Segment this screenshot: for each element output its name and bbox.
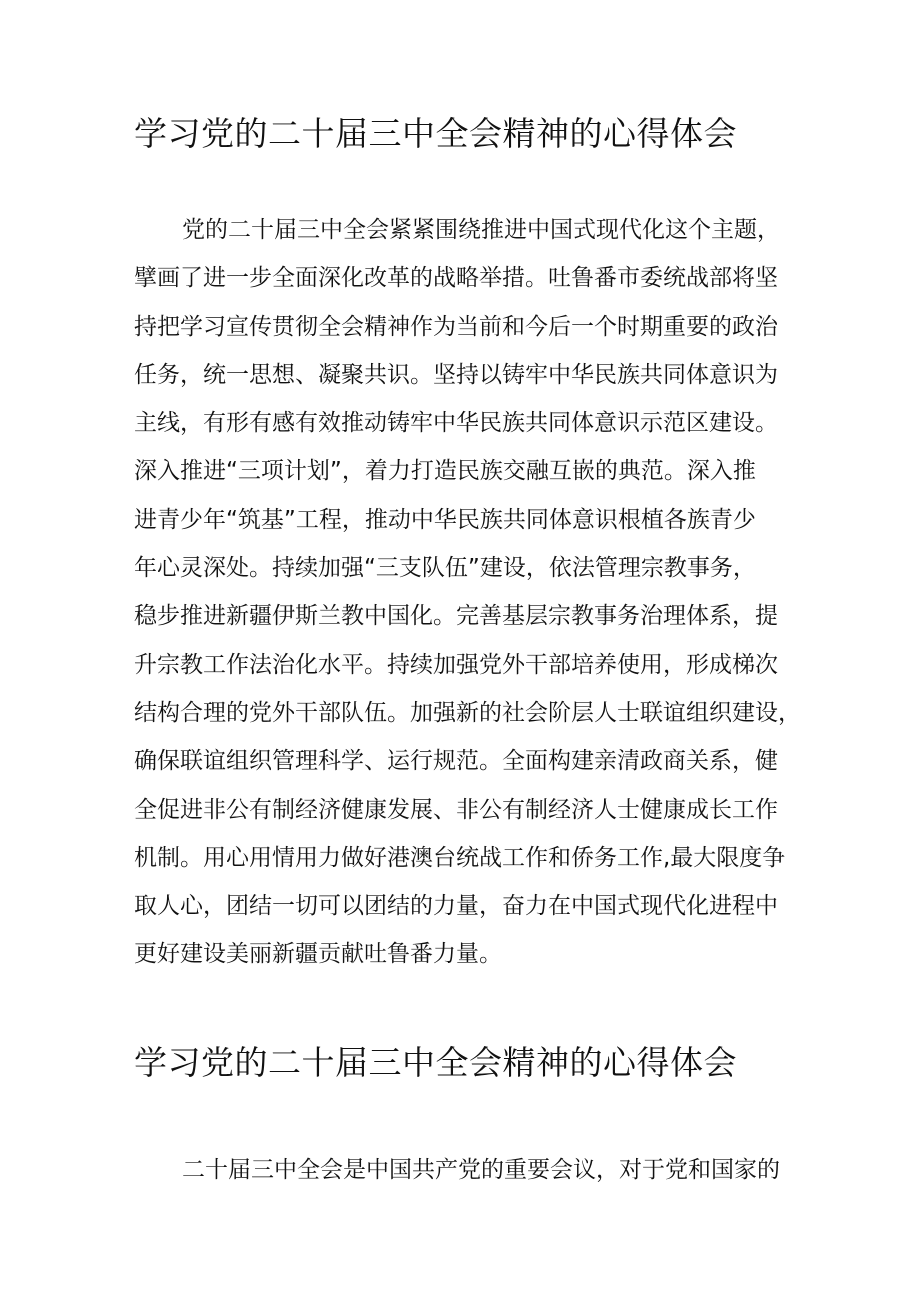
- body-line: 任务，统一思想、凝聚共识。坚持以铸牢中华民族共同体意识为: [134, 361, 778, 388]
- body-line: 年心灵深处。持续加强“三支队伍”建设，依法管理宗教事务，: [134, 555, 756, 582]
- body-line: 机制。用心用情用力做好港澳台统战工作和侨务工作,最大限度争: [134, 844, 786, 871]
- body-line: 取人心，团结一切可以团结的力量，奋力在中国式现代化进程中: [134, 893, 778, 920]
- body-line: 结构合理的党外干部队伍。加强新的社会阶层人士联谊组织建设，: [134, 699, 801, 726]
- body-line: 主线，有形有感有效推动铸牢中华民族共同体意识示范区建设。: [134, 410, 778, 437]
- body-line: 确保联谊组织管理科学、运行规范。全面构建亲清政商关系，健: [134, 748, 778, 775]
- body-line: 深入推进“三项计划”，着力打造民族交融互嵌的典范。深入推: [134, 458, 756, 485]
- section-2-body: [134, 1146, 780, 1194]
- body-line: 全促进非公有制经济健康发展、非公有制经济人士健康成长工作: [134, 796, 778, 823]
- body-line: 党的二十届三中全会紧紧围绕推进中国式现代化这个主题，: [182, 217, 780, 243]
- section-2-title: 学习党的二十届三中全会精神的心得体会: [134, 1043, 737, 1082]
- body-line: 更好建设美丽新疆贡献吐鲁番力量。: [134, 941, 502, 968]
- body-line: 二十届三中全会是中国共产党的重要会议，对于党和国家的: [182, 1157, 780, 1183]
- body-line: 进青少年“筑基”工程，推动中华民族共同体意识根植各族青少: [134, 506, 756, 533]
- body-line: 持把学习宣传贯彻全会精神作为当前和今后一个时期重要的政治: [134, 313, 778, 340]
- body-line: 擘画了进一步全面深化改革的战略举措。吐鲁番市委统战部将坚: [134, 265, 778, 292]
- section-1-title: 学习党的二十届三中全会精神的心得体会: [134, 114, 737, 153]
- body-line: 升宗教工作法治化水平。持续加强党外干部培养使用，形成梯次: [134, 651, 778, 678]
- section-1-body: [134, 206, 801, 979]
- body-line: 稳步推进新疆伊斯兰教中国化。完善基层宗教事务治理体系，提: [134, 603, 778, 630]
